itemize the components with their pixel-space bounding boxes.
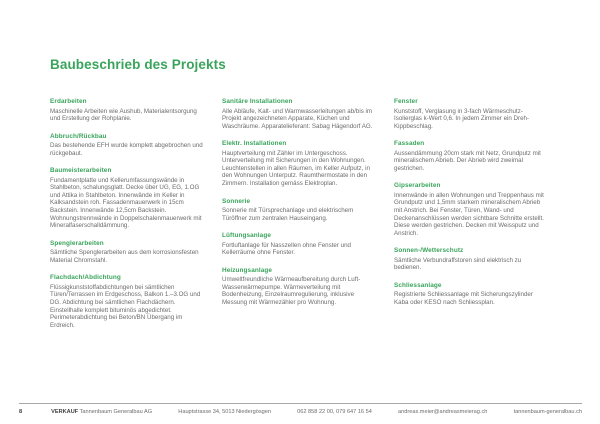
section-heading: Fassaden: [394, 140, 425, 148]
page-number: 8: [19, 409, 23, 415]
footer-items: [51, 409, 582, 415]
section-heading: Fenster: [394, 98, 418, 105]
section-body: Sonnerie mit Türsprechanlage und elektrischem Türöffner zum zentralen Hauseingang.: [222, 207, 354, 222]
section-body: Fundamentplatte und Kellerumfassungswände in Stahlbeton, schalungsglatt. Decke über UG, EG, 1.OG und Attika in Stahlbeton. Innenwände im Keller in Kalksandstein roh. Fassadenmauerwerk in 15cm Backstein. Innenwände 12,5cm Backstein. Wohnungstrennwände in Doppelschalenmauerwerk mit Mineralfaserschalldämmung.: [50, 176, 202, 230]
section-sanitaere-installationen: [222, 98, 375, 130]
section-body: Hauptverteilung mit Zähler im Untergeschoss. Unterverteilung mit Sicherungen in den Wohnungen. Leuchtenstellen in allen Räumen, im Keller Aufputz, in den Wohnungen Unterputz. Raumthermostate in den Zimmern. Installation gemäss Elektroplan.: [222, 149, 370, 187]
section-heading: Sanitäre Installationen: [222, 98, 293, 105]
section-heading: Lüftungsanlage: [222, 232, 271, 240]
content-columns: [50, 98, 552, 339]
section-body: Registrierte Schliessanlage mit Sicherungszylinder Kaba oder KESO nach Schliessplan.: [394, 291, 533, 306]
section-heading: Sonnerie: [222, 197, 251, 205]
section-heading: Sonnen-/Wetterschutz: [394, 247, 464, 255]
section-body: Aussendämmung 20cm stark mit Netz, Grundputz mit mineralischem Abrieb. Der Abrieb wird zweimal gestrichen.: [394, 149, 541, 172]
footer-company: [51, 409, 152, 415]
section-heading: Gipserarbeiten: [394, 182, 441, 190]
section-schliessanlage: [394, 282, 547, 307]
section-body: Sämtliche Spenglerarbeiten aus dem korrosionsfesten Material Chromstahl.: [50, 249, 199, 264]
section-sonnen-wetterschutz: [394, 247, 547, 272]
section-baumeisterarbeiten: [50, 167, 203, 229]
section-gipserarbeiten: [394, 182, 547, 237]
column-1: [50, 98, 203, 339]
section-heading: Schliessanlage: [394, 281, 442, 289]
section-heading: Baumeisterarbeiten: [50, 167, 112, 175]
section-heading: Heizungsanlage: [222, 266, 273, 274]
section-body: Flüssigkunststoffabdichtungen bei sämtlichen Türen/Terrassen im Erdgeschoss, Balkon 1.–3.OG und DG. Abdichtung bei sämtlichen Flachdächern. Einstellhalle komplett bituminös abgedichtet. Perimeterabdichtung bei Beton/BN Übergang im Erdreich.: [50, 283, 201, 329]
section-body: Sämtliche Verbundraffstoren sind elektrisch zu bedienen.: [394, 256, 522, 272]
footer-email: andreas.meier@andreasmeierag.ch: [398, 409, 488, 415]
section-erdarbeiten: [50, 98, 203, 123]
section-body: Das bestehende EFH wurde komplett abgebrochen und rückgebaut.: [50, 142, 203, 157]
section-sonnerie: [222, 198, 375, 223]
section-body: Alle Abläufe, Kalt- und Warmwasserleitungen ab/bis im Projekt angezeichneten Apparate, Küchen und Waschräume. Apparatelieferant: Sabag Hägendorf AG.: [222, 107, 373, 130]
section-heading: Abbruch/Rückbau: [50, 132, 107, 140]
section-flachdach-abdichtung: [50, 274, 203, 329]
footer-address: Hauptstrasse 34, 5013 Niedergösgen: [178, 409, 271, 415]
section-abbruch-rueckbau: [50, 133, 203, 158]
section-elektr-installationen: [222, 140, 375, 187]
footer-company-name: Tannenbaum Generalbau AG: [79, 409, 153, 415]
column-2: [222, 98, 375, 339]
section-body: Umweltfreundliche Wärmeaufbereitung durch Luft-Wasserwärmepumpe. Wärmeverteilung mit Bodenheizung, Einzelraumregulierung, inklusive Messung mit Wärmezähler pro Wohnung.: [222, 276, 361, 306]
section-body: Fortluftanlage für Nasszellen ohne Fenster und Kellerräume ohne Fenster.: [222, 241, 351, 257]
section-heizungsanlage: [222, 267, 375, 307]
section-body: Maschinelle Arbeiten wie Aushub, Materialentsorgung und Erstellung der Rohplanie.: [50, 107, 197, 123]
section-heading: Spenglerarbeiten: [50, 239, 104, 247]
footer-phones: 062 858 22 00, 079 647 16 54: [297, 409, 372, 415]
column-3: [394, 98, 547, 339]
page-footer: [19, 403, 582, 415]
section-spenglerarbeiten: [50, 240, 203, 265]
page-title: Baubeschrieb des Projekts: [50, 57, 226, 72]
section-body: Innenwände in allen Wohnungen und Treppenhaus mit Grundputz und 1,5mm starkem mineralischem Abrieb mit Anstrich. Bei Fenster, Türen, Wand- und Deckenanschlüssen werden sichtbare Schnitte erstellt. Diese werden gestrichen. Decken mit Weissputz und Anstrich.: [394, 191, 544, 237]
section-fassaden: [394, 140, 547, 172]
section-body: Kunststoff, Verglasung in 3-fach Wärmeschutz-Isolierglas k-Wert 0,6. In jedem Zimmer ein Dreh-Kippbeschlag.: [394, 107, 530, 130]
section-lueftungsanlage: [222, 232, 375, 257]
section-heading: Elektr. Installationen: [222, 140, 287, 148]
footer-sale-label: VERKAUF: [51, 409, 79, 415]
section-heading: Erdarbeiten: [50, 98, 87, 105]
section-fenster: [394, 98, 547, 130]
section-heading: Flachdach/Abdichtung: [50, 274, 121, 282]
footer-website: tannenbaum-generalbau.ch: [513, 409, 582, 415]
